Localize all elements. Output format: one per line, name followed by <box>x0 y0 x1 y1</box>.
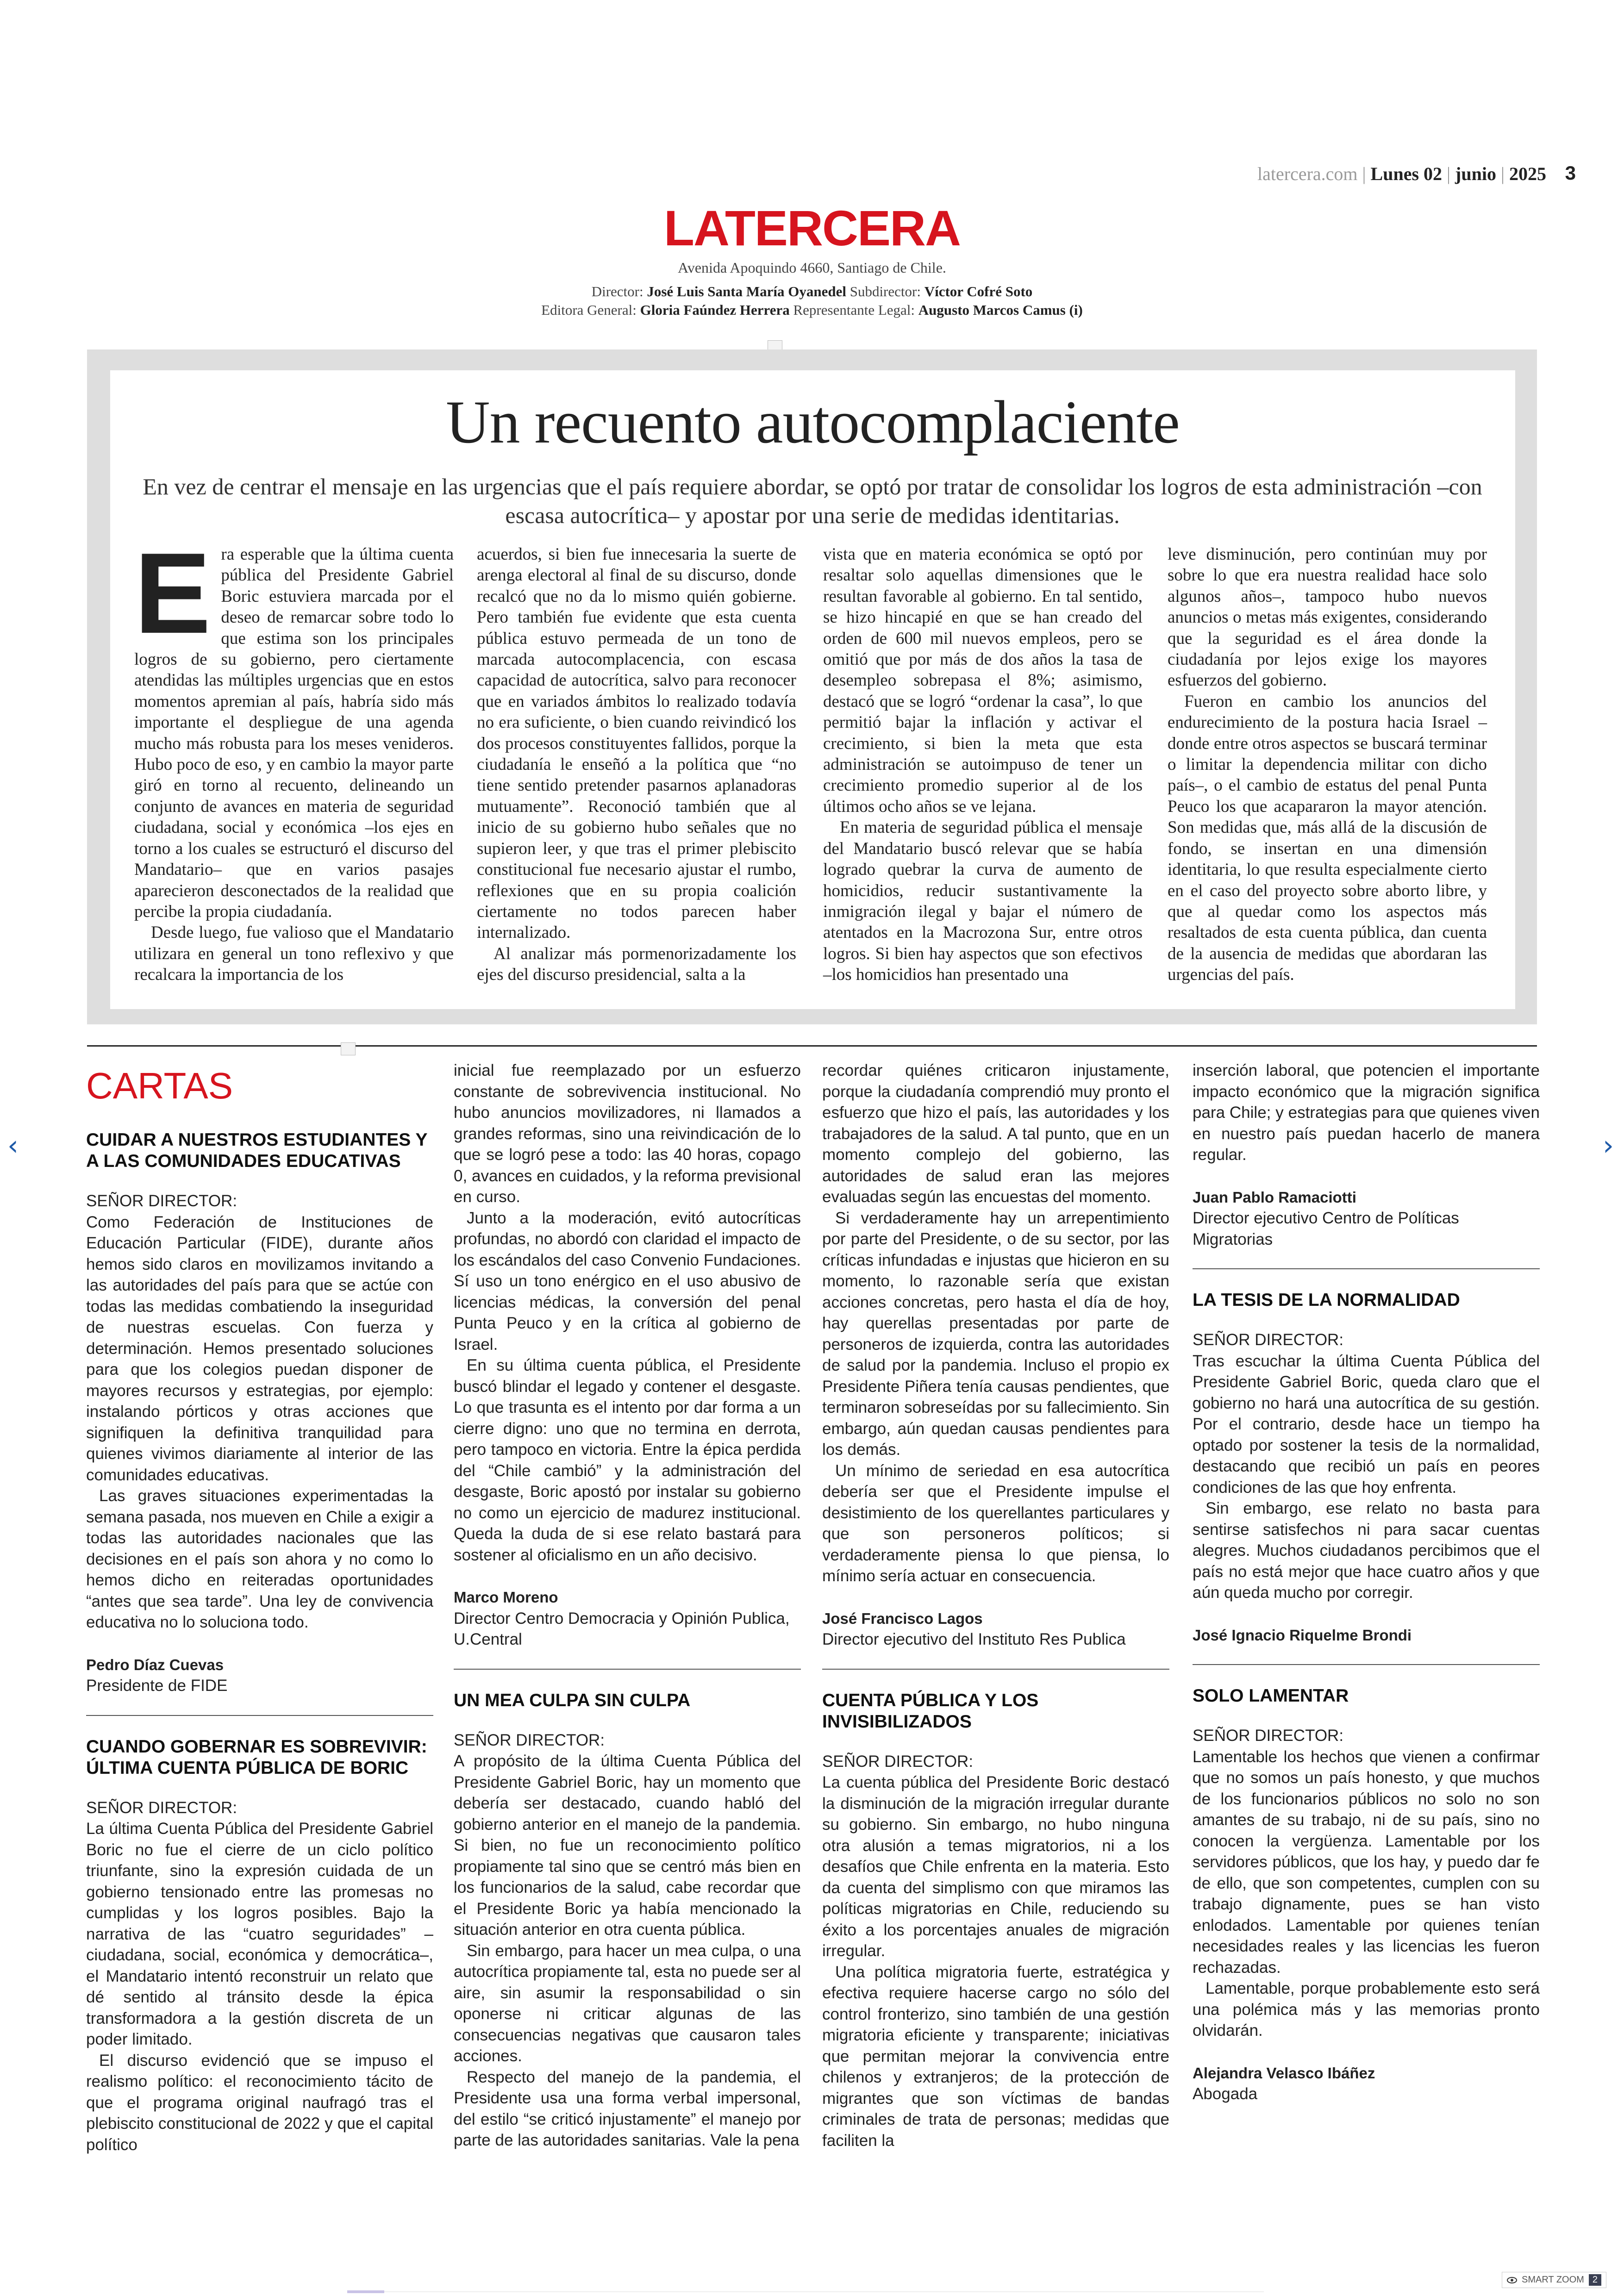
drop-cap: E <box>134 529 211 657</box>
salutation: SEÑOR DIRECTOR: <box>86 1192 237 1210</box>
letter-title: UN MEA CULPA SIN CULPA <box>454 1690 691 1710</box>
rep-name: Augusto Marcos Camus (i) <box>918 302 1083 318</box>
letter-title: SOLO LAMENTAR <box>1193 1686 1349 1706</box>
smart-zoom-label: SMART ZOOM <box>1522 2275 1584 2285</box>
letter-role: Director Centro Democracia y Opinión Publica, U.Central <box>454 1609 790 1648</box>
cartas-section-title: CARTAS <box>86 1065 233 1106</box>
letter-title: CUIDAR A NUESTROS ESTUDIANTES Y A LAS COMUNIDADES EDUCATIVAS <box>86 1130 427 1171</box>
letters-column-3: recordar quiénes criticaron injustamente, porque la ciudadanía comprendió muy pronto el esfuerzo que hizo el país, las autoridades y los trabajadores de la salud. A tal punto, que en un momento complejo del gobierno, las autoridades de salud eran las mejores evaluadas según las encuestas del momento. Si verdaderamente hay un arrepentimiento por parte del Presidente, o de su sector, por las críticas infundadas e injustas que hicieron en su momento, lo razonable sería que existan acciones concretas, pero hasta el día de hoy, hay querellas presentadas por parte de personeros de izquierda, contra las autoridades de salud por la pandemia. Incluso el propio ex Presidente Piñera tenía causas pendientes, que terminaron sobreseídas por su fallecimiento. Sin embargo, aún quedan causas pendientes para los demás. Un mínimo de seriedad en esa autocrítica debería ser que el Presidente impulse el desistimiento de los querellantes particulares y que son personeros políticos; si verdaderamente piensa lo que piensa, lo mínimo sería actuar en consecuencia. José Francisco Lagos Director ejecutivo del Instituto Res Publica CUENTA PÚBLICA Y LOS INVISIBILIZADOS SEÑOR DIRECTOR: La cuenta pública del Presidente Boric destacó la disminución de la migración irregular durante su gobierno. Sin embargo, no hubo ninguna otra alusión a temas migratorios, ni a los desafíos que Chile enfrenta en la materia. Esto da cuenta del simplismo con que miramos las políticas migratorias en Chile, reduciendo su éxito a los porcentajes anuales de migración irregular. Una política migratoria fuerte, estratégica y efectiva requiere hacerse cargo no sólo del control fronterizo, sino también de una gestión migratoria eficiente y transparente; iniciativas que permitan mejorar la convivencia entre chilenos y extranjeros; de la protección de migrantes que son víctimas de bandas criminales de trata de personas; medidas que faciliten la <box>822 1061 1169 2150</box>
letter-signature: Pedro Díaz Cuevas <box>86 1656 224 1673</box>
letter-role: Director ejecutivo del Instituto Res Publica <box>822 1630 1126 1648</box>
letter-title: LA TESIS DE LA NORMALIDAD <box>1193 1290 1460 1310</box>
salutation: SEÑOR DIRECTOR: <box>1193 1331 1344 1349</box>
address: Avenida Apoquindo 4660, Santiago de Chile. <box>678 259 946 276</box>
page-count-badge: 2 <box>1589 2274 1601 2286</box>
clip-marker[interactable] <box>341 1042 356 1055</box>
letter-role: Presidente de FIDE <box>86 1677 228 1695</box>
salutation: SEÑOR DIRECTOR: <box>822 1752 974 1771</box>
letters-column-1: CUIDAR A NUESTROS ESTUDIANTES Y A LAS COMUNIDADES EDUCATIVAS SEÑOR DIRECTOR: Como Federación de Instituciones de Educación Particular (FIDE), durante años hemos sido claros en movilizamos invitando a las autoridades del país para que se actúe con todas las medidas combatiendo la inseguridad de nuestras escuelas. Con fuerza y determinación. Hemos presentado soluciones para que los colegios puedan disponer de mayores recursos y estrategias, por ejemplo: instalando pórticos y otras acciones que signifiquen la definitiva tranquilidad para quienes vivimos diariamente al interior de las comunidades educativas. Las graves situaciones experimentadas la semana pasada, nos mueven en Chile a exigir a todas las autoridades nacionales que las decisiones en el país son ahora y no como lo hemos dicho en reiteradas oportunidades “antes que sea tarde”. Una ley de convivencia educativa no lo soluciona todo. Pedro Díaz Cuevas Presidente de FIDE CUANDO GOBERNAR ES SOBREVIVIR: ÚLTIMA CUENTA PÚBLICA DE BORIC SEÑOR DIRECTOR: La última Cuenta Pública del Presidente Gabriel Boric no fue el cierre de un ciclo político triunfante, sino la expresión cuidada de un gobierno tensionado entre las promesas no cumplidas y los logros posibles. Bajo la narrativa de las “cuatro seguridades” –ciudadana, social, económica y democrática–, el Mandatario intentó reconstruir un relato que dé sentido al tránsito desde la épica transformadora a la gestión discreta de un poder limitado. El discurso evidenció que se impuso el realismo político: el reconocimiento tácito de que el programa original naufragó tras el plebiscito constitucional de 2022 y que el capital político <box>86 1130 433 2154</box>
eye-icon <box>1507 2277 1517 2283</box>
editorial-column-1: E ra esperable que la última cuenta pública del Presidente Gabriel Boric estuviera marcada por el deseo de remarcar sobre todo lo que estima son los principales logros de su gobierno, pero ciertamente atendidas las múltiples urgencias que en estos momentos apremian al país, habría sido más importante el despliegue de una agenda mucho más robusta para los meses venideros. Hubo poco de eso, y en cambio la mayor parte giró en torno al recuento, delineando un conjunto de avances en materia de seguridad ciudadana, social y económica –los ejes en torno a los cuales se estructuró el discurso del Mandatario– que en varios pasajes aparecieron desconectados de la realidad que percibe la propia ciudadanía. Desde luego, fue valioso que el Mandatario utilizara en general un tono reflexivo y que recalcara la importancia de los <box>134 529 454 985</box>
staff-line-1: Director: José Luis Santa María Oyanedel Subdirector: Víctor Cofré Soto <box>591 283 1033 299</box>
salutation: SEÑOR DIRECTOR: <box>86 1798 237 1817</box>
letter-divider <box>1193 1268 1540 1269</box>
next-page-arrow-icon[interactable]: › <box>1603 1129 1614 1162</box>
letter-divider <box>454 1669 801 1670</box>
month: junio <box>1455 163 1496 184</box>
letter-signature: José Francisco Lagos <box>822 1609 983 1627</box>
letter-signature: José Ignacio Riquelme Brondi <box>1193 1626 1412 1644</box>
letter-role: Abogada <box>1193 2085 1258 2103</box>
salutation: SEÑOR DIRECTOR: <box>1193 1727 1344 1745</box>
letters-column-2: inicial fue reemplazado por un esfuerzo constante de sobrevivencia institucional. No hubo anuncios movilizadores, ni llamados a grandes reformas, sino una reivindicación de lo que se logró pese a todo: las 40 horas, copago 0, avances en cuidados, y la reforma previsional en curso. Junto a la moderación, evitó autocríticas profundas, no abordó con claridad el impacto de los escándalos del caso Convenio Fundaciones. Sí uso un tono enérgico en el uso abusivo de licencias médicas, la conversión del penal Punta Peuco y en la crítica al gobierno de Israel. En su última cuenta pública, el Presidente buscó blindar el legado y contener el desgaste. Lo que trasunta es el intento por dar forma a un cierre digno: uno que no termina en derrota, pero tampoco en victoria. Entre la épica perdida del “Chile cambió” y la administración del desgaste, Boric apostó por instalar su gobierno no como un ejercicio de madurez institucional. Queda la duda de si ese relato bastará para sostener al oficialismo en un año decisivo. Marco Moreno Director Centro Democracia y Opinión Publica, U.Central UN MEA CULPA SIN CULPA SEÑOR DIRECTOR: A propósito de la última Cuenta Pública del Presidente Gabriel Boric, hay un momento que debería ser destacado, cuando habló del gobierno anterior en el manejo de la pandemia. Si bien, no fue un reconocimiento político propiamente tal sino que se centró más bien en los funcionarios de la salud, cabe recordar que el Presidente Boric ya había mencionado la situación anterior en otra cuenta pública. Sin embargo, para hacer un mea culpa, o una autocrítica propiamente tal, esta no puede ser al aire, sin asumir la responsabilidad o sin oponerse ni criticar algunas de las consecuencias negativas que causaron tales acciones. Respecto del manejo de la pandemia, el Presidente usa una forma verbal impersonal, del estilo “se criticó injustamente” el manejo por parte de las autoridades sanitarias. Vale la pena <box>454 1061 801 2149</box>
masthead-logo: LATERCERA <box>664 200 960 256</box>
letter-title: CUENTA PÚBLICA Y LOS INVISIBILIZADOS <box>822 1690 1039 1732</box>
editorial-title: Un recuento autocomplaciente <box>446 388 1180 456</box>
subdirector-name: Víctor Cofré Soto <box>924 283 1033 299</box>
editorial-lede: En vez de centrar el mensaje en las urgencias que el país requiere abordar, se optó por tratar de consolidar los logros de esta administración –con escasa autocrítica– y apostar por una serie de medidas identitarias. <box>143 474 1482 528</box>
staff-line-2: Editora General: Gloria Faúndez Herrera Representante Legal: Augusto Marcos Camus (i) <box>541 302 1083 318</box>
letter-signature: Juan Pablo Ramaciotti <box>1193 1188 1356 1206</box>
letters-column-4: inserción laboral, que potencien el importante impacto económico que la migración significa para Chile; y estrategias para que quienes viven en nuestro país puedan hacerlo de manera regular. Juan Pablo Ramaciotti Director ejecutivo Centro de Políticas Migratorias LA TESIS DE LA NORMALIDAD SEÑOR DIRECTOR: Tras escuchar la última Cuenta Pública del Presidente Gabriel Boric, queda claro que el gobierno no hará una autocrítica de su gestión. Por el contrario, desde hace un tiempo ha optado por sostener la tesis de la normalidad, destacando que recibió un país en peores condiciones de las que hoy enfrenta. Sin embargo, ese relato no basta para sentirse satisfechos ni para sacar cuentas alegres. Muchos ciudadanos percibimos que el país no está mejor que hace cuatro años y que aún queda mucho por corregir. José Ignacio Riquelme Brondi SOLO LAMENTAR SEÑOR DIRECTOR: Lamentable los hechos que vienen a confirmar que no somos un país honesto, y que muchos de los funcionarios públicos no solo no son amantes de su trabajo, ni de su país, sino no conocen la vergüenza. Lamentable por los servidores públicos, que los hay, y puedo dar fe de ello, que son competentes, cumplen con su trabajo dignamente, pues se han visto enlodados. Lamentable por quienes tenían necesidades reales y las licencias les fueron rechazadas. Lamentable, porque probablemente esto será una polémica más y las memorias pronto olvidarán. Alejandra Velasco Ibáñez Abogada <box>1193 1060 1540 2105</box>
scrollbar-thumb[interactable] <box>347 2290 384 2293</box>
year: 2025 <box>1509 163 1546 184</box>
prev-page-arrow-icon[interactable]: ‹ <box>7 1129 19 1162</box>
scrollbar-track[interactable] <box>384 2291 1264 2292</box>
letter-divider <box>1193 1664 1540 1665</box>
letter-divider <box>822 1669 1169 1670</box>
editorial-column-2: acuerdos, si bien fue innecesaria la suerte de arenga electoral al final de su discurso, donde recalcó que no da lo mismo quién gobierne. Pero también fue evidente que esta cuenta pública estuvo permeada de un tono de marcada autocomplacencia, con escasa capacidad de autocrítica, salvo para reconocer que en variados ámbitos lo realizado todavía no era suficiente, o bien cuando reivindicó los dos procesos constituyentes fallidos, porque la ciudadanía le enseñó a la política que “no tiene sentido pretender pasarnos aplanadoras mutuamente”. Reconoció también que al inicio de su gobierno hubo señales que no supieron leer, y que tras el primer plebiscito constitucional fue necesario ajustar el rumbo, reflexiones que en su propia coalición ciertamente no todos parecen haber internalizado. Al analizar más pormenorizadamente los ejes del discurso presidencial, salta a la <box>477 545 796 985</box>
weekday-day: Lunes 02 <box>1370 163 1443 184</box>
page-number: 3 <box>1565 162 1576 184</box>
letter-title: CUANDO GOBERNAR ES SOBREVIVIR: ÚLTIMA CUENTA PÚBLICA DE BORIC <box>86 1736 427 1778</box>
letter-divider <box>86 1715 433 1716</box>
letter-signature: Alejandra Velasco Ibáñez <box>1193 2064 1375 2082</box>
date-line: latercera.com | Lunes 02 | junio | 2025 <box>1257 163 1546 184</box>
director-name: José Luis Santa María Oyanedel <box>647 283 846 299</box>
section-divider <box>87 1045 1537 1047</box>
letter-signature: Marco Moreno <box>454 1589 558 1606</box>
editorial-column-3: vista que en materia económica se optó por resaltar solo aquellas dimensiones que le resultan favorable al gobierno. En tal sentido, se hizo hincapié en que se han creado del orden de 600 mil nuevos empleos, pero se omitió que por más de dos años la tasa de desempleo sobrepasa el 8%; asimismo, destacó que se logró “ordenar la casa”, lo que permitió bajar la inflación y activar el crecimiento, si bien la meta que esta administración se autoimpuso de tener un crecimiento promedio superior al de los últimos ocho años se ve lejana. En materia de seguridad pública el mensaje del Mandatario buscó relevar que se había logrado quebrar la curva de aumento de homicidios, reducir sustantivamente la inmigración ilegal y bajar el número de atentados en la Macrozona Sur, entre otros logros. Si bien hay aspectos que son efectivos –los homicidios han presentado una <box>823 545 1143 985</box>
salutation: SEÑOR DIRECTOR: <box>454 1731 605 1749</box>
site-url[interactable]: latercera.com <box>1257 163 1358 184</box>
smart-zoom-button[interactable] <box>1502 2272 1606 2288</box>
letter-role: Director ejecutivo Centro de Políticas Migratorias <box>1193 1209 1459 1248</box>
editorial-column-4: leve disminución, pero continúan muy por sobre lo que era nuestra realidad hace solo algunos años–, tampoco hubo nuevos anuncios o metas más exigentes, considerando que la seguridad es el área donde la ciudadanía por lejos exige los mayores esfuerzos del gobierno. Fueron en cambio los anuncios del endurecimiento de la postura hacia Israel –donde entre otros aspectos se buscará terminar o limitar la dependencia militar con dicho país–, o el cambio de estatus del penal Punta Peuco los que acapararon la mayor atención. Son medidas que, más allá de la discusión de fondo, se insertan en una dimensión identitaria, lo que resulta especialmente cierto en el caso del proyecto sobre aborto libre, y que al quedar como los aspectos más resaltados de esta cuenta pública, dan cuenta de la ausencia de medidas que abordaran las urgencias del país. <box>1168 545 1487 985</box>
editora-name: Gloria Faúndez Herrera <box>640 302 790 318</box>
